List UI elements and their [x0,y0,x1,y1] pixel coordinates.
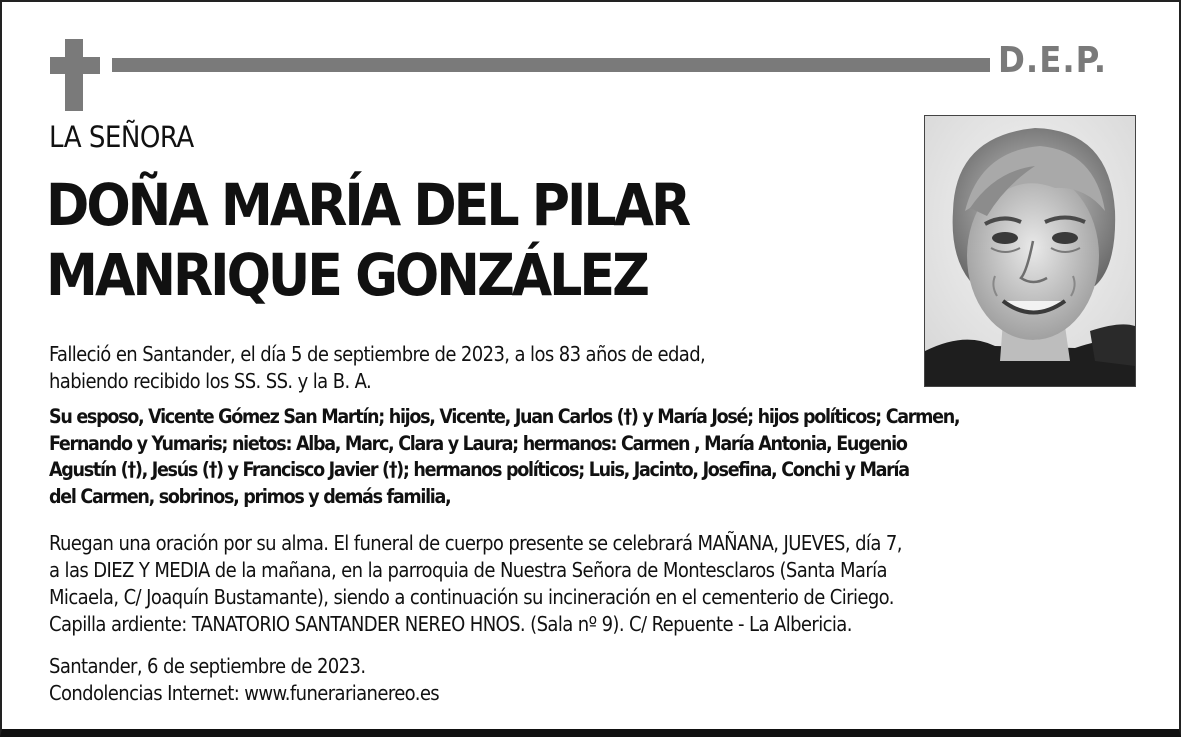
cross-icon [65,39,83,111]
place-date: Santander, 6 de septiembre de 2023. [49,654,366,678]
funeral-line-1: Ruegan una oración por su alma. El funeral de cuerpo presente se celebrará MAÑANA, JUEVES, día 7, [49,531,902,555]
intro-line-1: Falleció en Santander, el día 5 de septiembre de 2023, a los 83 años de edad, [49,342,706,366]
funeral-line-4: Capilla ardiente: TANATORIO SANTANDER NEREO HNOS. (Sala nº 9). C/ Repuente - La Albericia. [49,612,852,636]
funeral-line-2: a las DIEZ Y MEDIA de la mañana, en la parroquia de Nuestra Señora de Montesclaros (Santa María [49,558,887,582]
dep-label: D.E.P. [998,40,1108,81]
name-line-2: MANRIQUE GONZÁLEZ [46,241,647,309]
honorific: LA SEÑORA [49,120,194,154]
header-rule [112,58,990,72]
funeral-line-3: Micaela, C/ Joaquín Bustamante), siendo a continuación su incineración en el cementerio de Ciriego. [49,585,894,609]
intro-line-2: habiendo recibido los SS. SS. y la B. A. [49,369,372,393]
condolences-link: Condolencias Internet: www.funerarianereo.es [49,681,440,705]
deceased-name [46,170,688,310]
family-line-4: del Carmen, sobrinos, primos y demás familia, [49,484,451,508]
family-line-2: Fernando y Yumaris; nietos: Alba, Marc, Clara y Laura; hermanos: Carmen , María Antonia, Eugenio [49,431,907,455]
family-members [49,404,1171,510]
family-line-1: Su esposo, Vicente Gómez San Martín; hijos, Vicente, Juan Carlos (†) y María José; hijos políticos; Carmen, [49,405,960,428]
family-line-3: Agustín (†), Jesús (†) y Francisco Javier (†); hermanos políticos; Luis, Jacinto, Josefina, Conchi y María [49,458,909,481]
cross-icon-bar [50,57,100,74]
name-line-1: DOÑA MARÍA DEL PILAR [46,171,689,239]
portrait-image [925,116,1135,386]
death-announcement [49,341,909,395]
portrait-photo [924,115,1136,387]
closing [49,653,849,707]
funeral-details [49,530,1159,638]
